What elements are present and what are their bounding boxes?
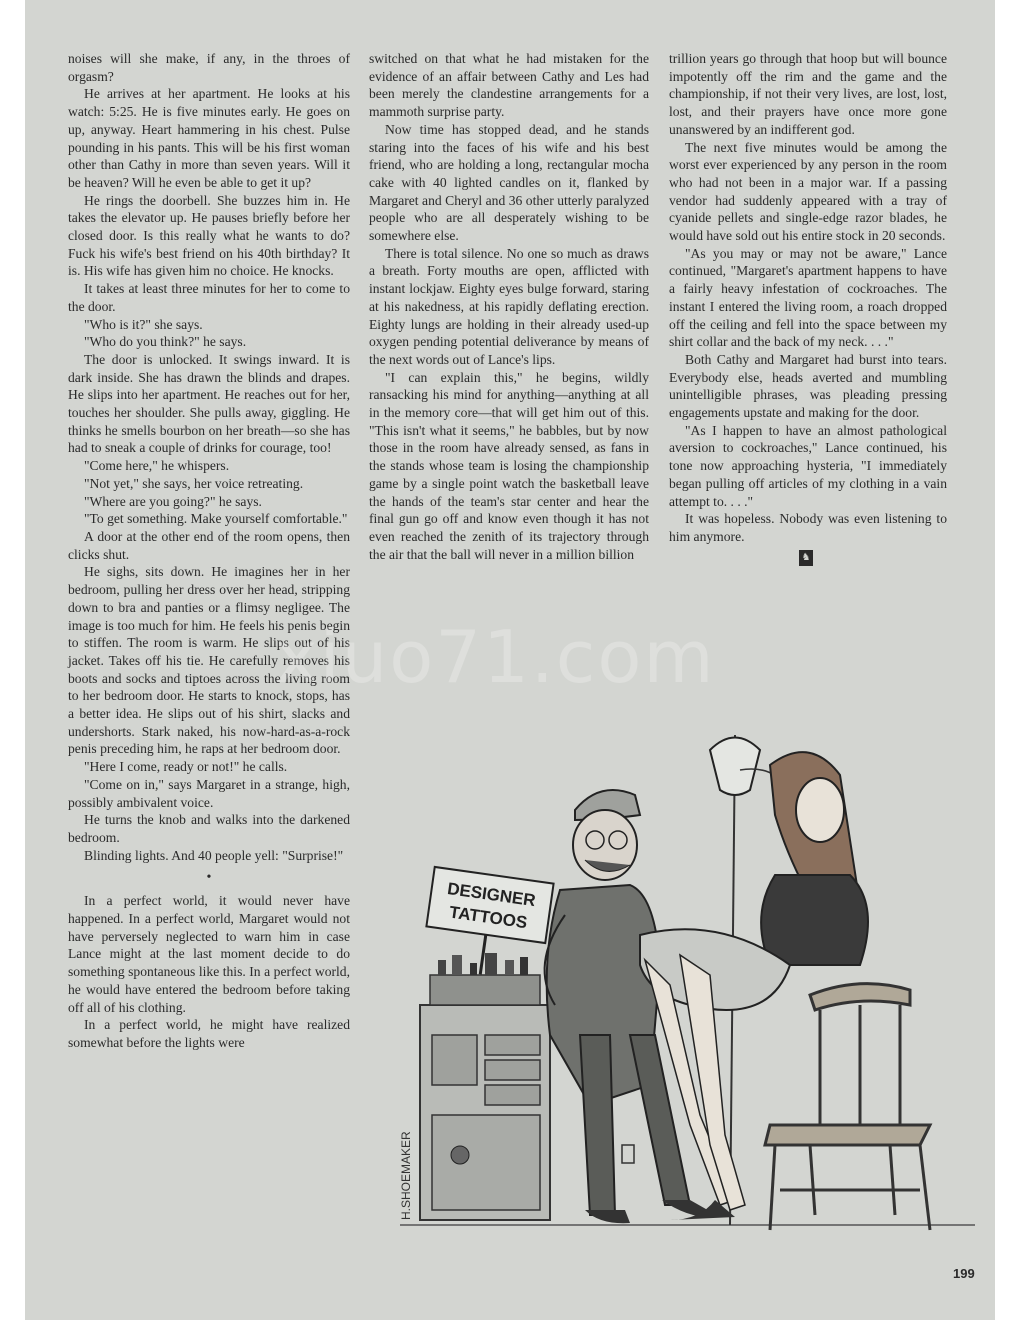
paragraph: He arrives at her apartment. He looks at his watch: 5:25. He is five minutes early. He goes on up, anyway. Heart hammering in his chest. Pulse pounding in his pants. This will be his first woman other than Cathy in more than seven years. Will it be heaven? Will he even be able to get it up? [68,86,350,190]
paragraph: switched on that what he had mistaken for the evidence of an affair between Cathy and Les had been merely the clandestine arrangements for a mammoth surprise party. [369,51,649,120]
paragraph: "Come here," he whispers. [84,458,230,474]
sign-line-2: TATTOOS [448,902,529,933]
paragraph: It takes at least three minutes for her to come to the door. [68,281,350,314]
paragraph: The next five minutes would be among the worst ever experienced by any person in the room who had not been in a major war. If a passing vendor had suddenly appeared with a tray of cyanide pellets and single-edge razor blades, he would have sold out his entire stock in 20 seconds. [669,139,947,244]
page-number: 199 [953,1266,975,1281]
wall-outlet [622,1145,634,1163]
paragraph: He rings the doorbell. She buzzes him in. He takes the elevator up. He pauses briefly before her closed door. Is this really what he wants to do? Fuck his wife's best friend on his 40th birthday? It is. His wife has given him no choice. He knocks. [68,192,350,279]
text-column-2 [369,50,649,563]
artist-signature: H.SHOEMAKER [399,1131,413,1220]
paragraph: "Who do you think?" he says. [84,334,247,350]
paragraph: "Who is it?" she says. [84,316,203,332]
paragraph: He sighs, sits down. He imagines her in her bedroom, pulling her dress over her head, stripping down to bra and panties or a flimsy negligee. The image is too much for him. He feels his penis begin to stiffen. The room is warm. He slips out of his jacket. Takes off his tie. He carefully removes his boots and socks and tiptoes across the living room to her bedroom door. He starts to knock, stops, has a better idea. He slips out of his shirt, slacks and undershorts. Stark naked, his now-hard-as-a-rock penis preceding him, he raps at her bedroom door. [68,564,350,757]
paragraph: noises will she make, if any, in the throes of orgasm? [68,51,350,84]
paragraph: trillion years go through that hoop but will bounce impotently off the rim and the game and the championship, if not their very lives, are lost, lost, lost, and their prayers have once more gone unanswered by an indifferent god. [669,51,947,137]
tattoo-cabinet [420,953,550,1220]
section-separator: • [206,870,212,886]
paragraph: "I can explain this," he begins, wildly ransacking his mind for anything—anything at all in the memory core—that will get him out of this. "This isn't what it seems," he babbles, but by now those in the room have already sensed, as fans in the stands whose team is losing the championship game by a single point watch the basketball leave the hands of the team's star center and hear the final gun go off and know even though it has not even reached the zenith of its trajectory through the air that the ball will never in a million billion [369,369,649,562]
text-column-3 [669,50,947,566]
paragraph: "Where are you going?" he says. [84,493,262,509]
paragraph: In a perfect world, he might have realized somewhat before the lights were [68,1017,350,1050]
wooden-chair [765,984,930,1230]
cartoon-illustration [390,705,980,1265]
paragraph: The door is unlocked. It swings inward. It is dark inside. She has drawn the blinds and drapes. He slips into her apartment. He reaches out for her, touches her shoulder. She pulls away, giggling. He thinks he smells bourbon on her breath—so she has had to sneak a couple of drinks for courage, too! [68,351,350,456]
paragraph: He turns the knob and walks into the darkened bedroom. [68,812,350,845]
paragraph: It was hopeless. Nobody was even listening to him anymore. [669,511,947,544]
paragraph: "To get something. Make yourself comfortable." [84,511,348,527]
paragraph: "Here I come, ready or not!" he calls. [84,759,288,775]
end-mark-icon: ♞ [799,550,813,566]
paragraph: There is total silence. No one so much as draws a breath. Forty mouths are open, afflicted with instant lockjaw. Eighty eyes bulge forward, staring at his nakedness, at his rapidly deflating erection. Eighty lungs are holding in their already used-up oxygen pending potential deliverance by means of the next words out of Lance's lips. [369,245,649,367]
paragraph: Both Cathy and Margaret had burst into tears. Everybody else, heads averted and mumbling unintelligible phrases, was pleading pressing engagements upstate and making for the door. [669,351,947,421]
paragraph: "As you may or may not be aware," Lance continued, "Margaret's apartment happens to have a fairly heavy infestation of cockroaches. The instant I entered the living room, a roach dropped off the ceiling and fell into the space between my shirt collar and the back of my neck. . . ." [669,245,947,350]
paragraph: Now time has stopped dead, and he stands staring into the faces of his wife and his best friend, who are holding a long, rectangular mocha cake with 40 lighted candles on it, flanked by Margaret and Cheryl and 36 other utterly paralyzed people who are all desperately wishing to be somewhere else. [369,121,649,244]
paragraph: "Not yet," she says, her voice retreating. [84,475,304,491]
paragraph: A door at the other end of the room opens, then clicks shut. [68,528,350,562]
column-3-paragraphs [669,50,947,546]
paragraph: "As I happen to have an almost pathological aversion to cockroaches," Lance continued, his tone now approaching hysteria, "I immediately began pulling off articles of my clothing in a vain attempt to. . . ." [669,422,947,509]
column-1-after-break [68,892,350,1051]
paragraph: In a perfect world, it would never have happened. In a perfect world, Margaret would not have perversely neglected to warn him in case Lance might at the last moment decide to do something spontaneous like this. In a perfect world, he would have entered the bedroom before taking off all of his clothing. [68,893,350,1015]
text-column-1 [68,50,350,1052]
paragraph: "Come on in," says Margaret in a strange, high, possibly ambivalent voice. [68,776,350,810]
paragraph: Blinding lights. And 40 people yell: "Surprise!" [84,847,344,863]
watermark: xiuo71.com [275,615,716,699]
column-1-paragraphs [68,50,350,864]
magazine-page [25,0,995,1320]
sign-line-1: DESIGNER [446,879,537,911]
